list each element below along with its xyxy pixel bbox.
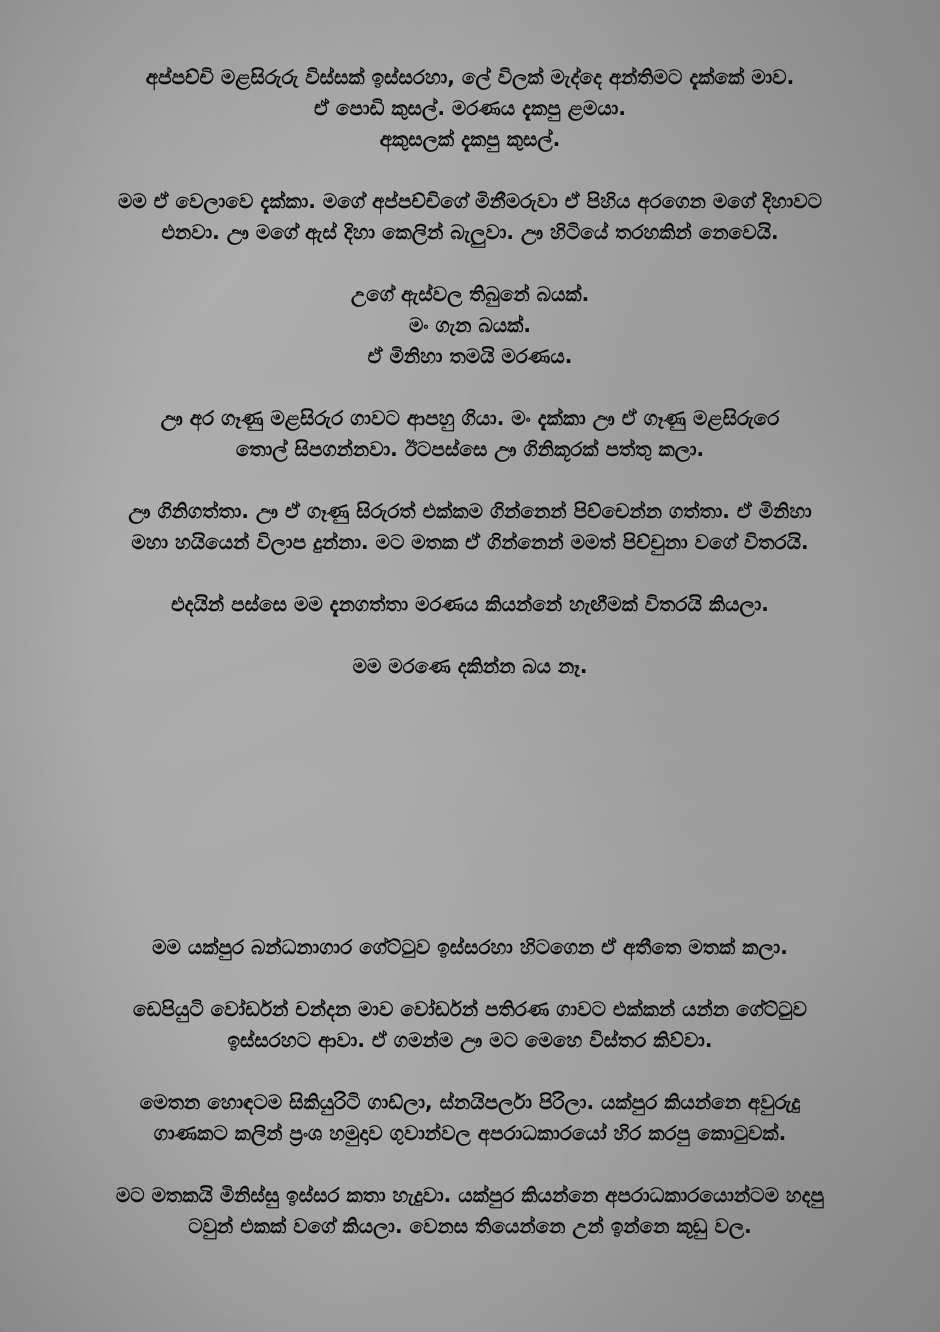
paragraph-line: එනවා. ඌ මගේ ඇස් දිහා කෙලින් බැලුවා. ඌ හිටියේ තරහකින් නෙවෙයි.: [161, 220, 779, 244]
paragraph-line: මං ගැන බයක්.: [408, 313, 532, 337]
paragraph-line: එදයින් පස්සෙ මම දැනගත්තා මරණය කියන්නේ හැඟීමක් විතරයි කියලා.: [171, 592, 769, 616]
paragraph-line: මට මතකයි මිනිස්සු ඉස්සර කතා හැදුවා. යක්පුර කියන්නෙ අපරාධකාරයොන්ටම හදපු: [115, 1183, 825, 1207]
paragraph: [40, 651, 900, 682]
paragraph-line: ඩෙපියුටි වෝර්ඩන් චන්දන මාව වෝර්ඩන් පතිරණ ගාවට එක්කන් යන්න ගේට්ටුව: [132, 997, 808, 1021]
paragraph-gap: [40, 155, 900, 186]
paragraph-line: අකුසලක් දැකපු කුසල්.: [379, 127, 561, 151]
paragraph: [40, 496, 900, 558]
paragraph-line: ඉස්සරහට ආවා. ඒ ගමන්ම ඌ මට මෙහෙ විස්තර කිව්වා.: [227, 1028, 713, 1052]
paragraph-line: මම ඒ වෙලාවෙ දැක්කා. මගේ අප්පච්චිගේ මිනීමරුවා ඒ පිහිය අරගෙන මගේ දිහාවට: [117, 189, 823, 213]
paragraph: [40, 1180, 900, 1242]
paragraph: [40, 403, 900, 465]
paragraph-line: තොල් සිපගන්නවා. ඊටපස්සෙ ඌ ගිනිකූරක් පත්තු කලා.: [235, 437, 705, 461]
paragraph-gap: [40, 372, 900, 403]
paragraph-gap: [40, 558, 900, 589]
paragraph: [40, 62, 900, 155]
paragraph: [40, 279, 900, 372]
paragraph-line: මම යක්පුර බන්ධනාගාර ගේට්ටුව ඉස්සරහා හිටගෙන ඒ අතීතෙ මතක් කලා.: [152, 935, 788, 959]
paragraph-gap: [40, 620, 900, 651]
story-section-top: [40, 62, 900, 682]
paragraph-gap: [40, 1056, 900, 1087]
paragraph-line: ටවුන් එකක් වගේ කියලා. වෙනස තියෙන්නෙ උන් ඉන්නෙ කූඩු වල.: [188, 1214, 752, 1238]
paragraph: [40, 994, 900, 1056]
paragraph-line: ඌ අර ගෑණු මළසිරුර ගාවට ආපහු ගියා. මං දැක්කා ඌ ඒ ගෑණු මළසිරුරෙ: [160, 406, 780, 430]
story-section-bottom: [40, 932, 900, 1242]
paragraph-line: මම මරණෙ දකින්න බය නෑ.: [352, 654, 588, 678]
paragraph: [40, 932, 900, 963]
paragraph: [40, 589, 900, 620]
paragraph-gap: [40, 465, 900, 496]
paragraph-line: ඒ මිනිහා තමයි මරණය.: [367, 344, 573, 368]
paragraph-line: ඒ පොඩි කුසල්. මරණය දැකපු ළමයා.: [314, 96, 626, 120]
paragraph-line: මෙතන හොඳටම සිකියුරිටි ගාඩ්ලා, ස්නයිපර්ලා පිරිලා. යක්පුර කියන්නෙ අවුරුදු: [139, 1090, 801, 1114]
paragraph: [40, 186, 900, 248]
paragraph-gap: [40, 248, 900, 279]
paragraph-gap: [40, 963, 900, 994]
paragraph-line: ගාණකට කලින් ප්‍රංශ හමුදාව ගුවාන්වල අපරාධකාරයෝ හිර කරපු කොටුවක්.: [153, 1121, 787, 1145]
paragraph-line: ඌ ගිනිගත්තා. ඌ ඒ ගෑණු සිරුරත් එක්කම ගින්නෙන් පිච්චෙන්න ගත්තා. ඒ මිනිහා: [128, 499, 812, 523]
paragraph-gap: [40, 1149, 900, 1180]
paragraph: [40, 1087, 900, 1149]
paragraph-line: අප්පච්චි මළසිරුරු විස්සක් ඉස්සරහා, ලේ විලක් මැද්දෙ අන්තිමට දැක්කේ මාව.: [145, 65, 795, 89]
paragraph-line: උගේ ඇස්වල තිබුනේ බයක්.: [350, 282, 590, 306]
paragraph-line: මහා හයියෙන් විලාප දුන්නා. මට මතක ඒ ගින්නෙන් මමත් පිච්චුනා වගේ විතරයි.: [131, 530, 809, 554]
